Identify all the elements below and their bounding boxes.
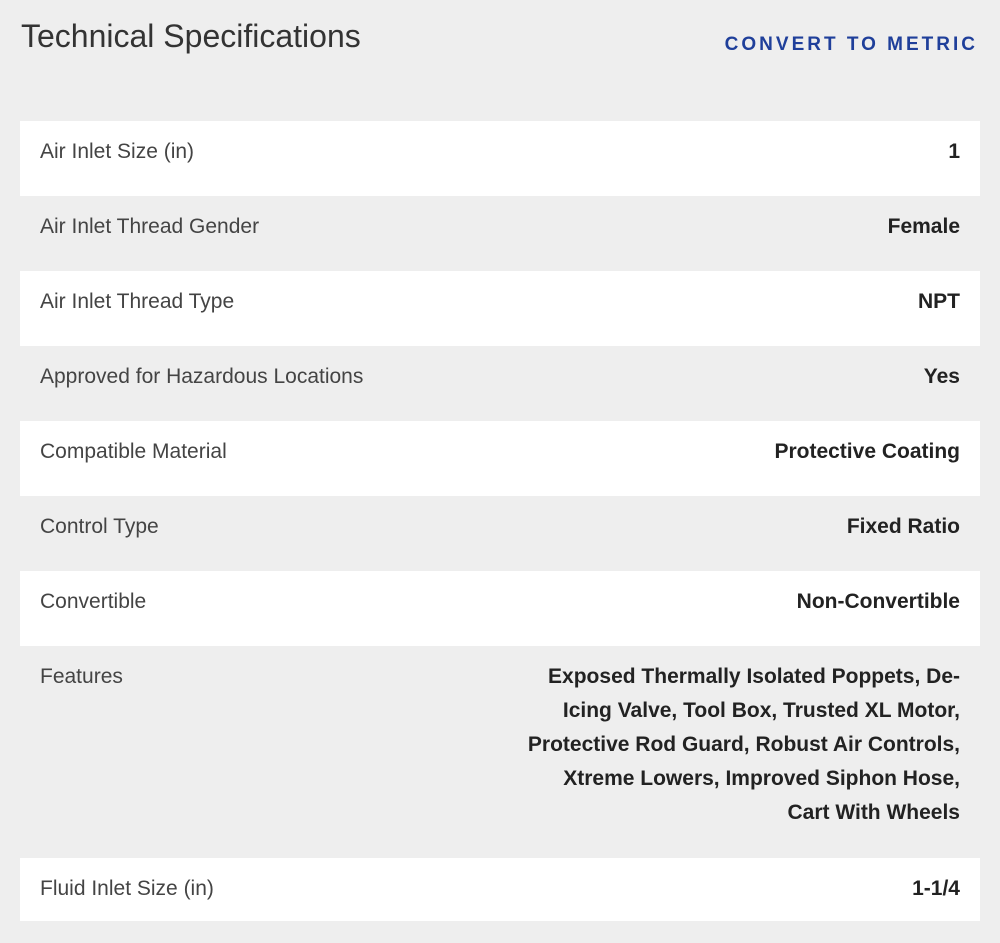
spec-table [20,121,980,921]
spec-value: Yes [923,365,960,388]
spec-label: Features [40,665,123,688]
spec-value: 1-1/4 [912,877,960,900]
spec-row [20,858,980,921]
spec-value: 1 [948,140,960,163]
spec-row [20,121,980,196]
spec-label: Fluid Inlet Size (in) [40,877,214,900]
spec-row [20,496,980,571]
spec-label: Air Inlet Thread Gender [40,215,260,238]
spec-row [20,346,980,421]
spec-label: Compatible Material [40,440,227,463]
spec-value: Fixed Ratio [846,515,960,538]
spec-value: Exposed Thermally Isolated Poppets, De- Icing Valve, Tool Box, Trusted XL Motor, Protective Rod Guard, Robust Air Controls, Xtreme Lowers, Improved Siphon Hose, Cart With Wheels [527,665,960,824]
header [0,0,1000,100]
spec-value: Protective Coating [774,440,960,463]
page-title: Technical Specifications [21,18,361,54]
spec-value: Non-Convertible [796,590,960,613]
spec-label: Control Type [40,515,159,538]
spec-row [20,196,980,271]
spec-value: Female [887,215,960,238]
spec-label: Approved for Hazardous Locations [40,365,364,388]
spec-row [20,646,980,858]
spec-row [20,571,980,646]
spec-label: Convertible [40,590,147,613]
convert-to-metric-button[interactable]: CONVERT TO METRIC [724,34,978,55]
spec-label: Air Inlet Size (in) [40,140,195,163]
spec-row [20,421,980,496]
spec-value: NPT [918,290,960,313]
spec-label: Air Inlet Thread Type [40,290,235,313]
spec-row [20,271,980,346]
